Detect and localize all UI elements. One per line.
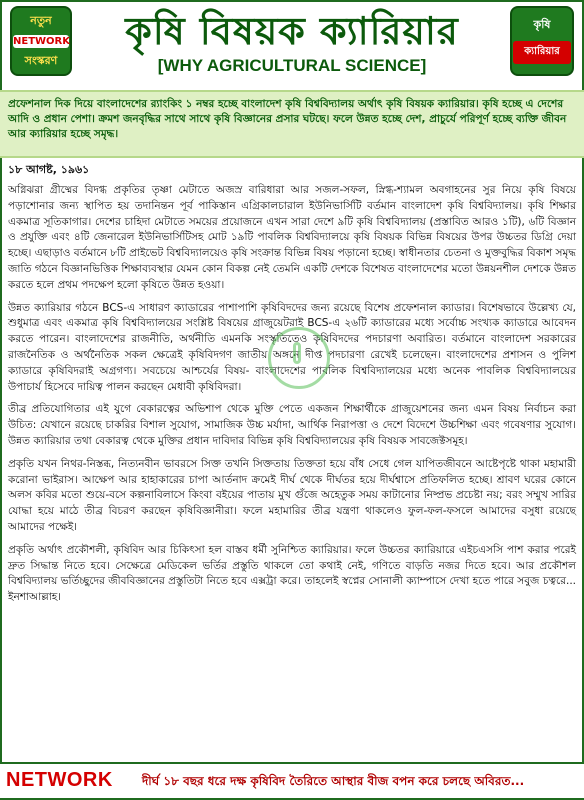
footer-slogan: দীর্ঘ ১৮ বছর ধরে দক্ষ কৃষিবিদ তৈরিতে আস্থার বীজ বপন করে চলছে অবিরত...: [142, 774, 525, 788]
intro-box: [0, 90, 584, 158]
agri-career-badge: [510, 6, 574, 76]
article-body: [8, 183, 576, 613]
paragraph-5: প্রকৃতি অর্থাৎ প্রকৌশলী, কৃষিবিদ আর চিকিৎসা হল বাস্তব ধর্মী সুনিশ্চিত ক্যারিয়ার। ফলে উচ্চতর ক্যারিয়ারে এইচএসসি পাশ করার পরেই দ্রুত সিদ্ধান্ত নিতে হবে। সেক্ষেত্রে মেডিকেল ভর্তির প্রস্তুতি থাকলে তো কথাই নেই, গণিতে বাড়তি নজর দিতে হবে। আর প্রকৌশল বিশ্ববিদ্যালয় ভর্তিচ্ছুদের জীববিজ্ঞানের প্রস্তুতিটা নিতে হবে এক্সট্রা করে। তাহলেই স্বপ্নের সোনালী ক্যাম্পাসে দেখা হতে পারে সবুজ চত্বরে... ইনশাআল্লাহ।: [8, 543, 576, 604]
badge-brand-text: NETWORK: [13, 36, 71, 47]
paragraph-1: অগ্নিঝরা গ্রীষ্মের বিদগ্ধ প্রকৃতির তৃষ্ণা মেটাতে অজস্র বারিধারা আর সজল-সফল, স্নিগ্ধ-শ্যামল অবগাহনের সুর নিয়ে কৃষি বিষয়ে পড়াশোনার জন্য স্থাপিত হয় তদানিন্তন পূর্ব পাকিস্তান এগ্রিকালচারাল ইউনিভার্সিটি বর্তমান বাংলাদেশ কৃষি বিশ্ববিদ্যালয়। কৃষি শিক্ষার একমাত্র সূতিকাগার। দেশের চাহিদা মেটাতে সময়ের প্রয়োজনে এখন সারা দেশে ৯টি কৃষি বিশ্ববিদ্যালয় (প্রস্তাবিত আরও ১টি), ৬টি বিজ্ঞান ও প্রযুক্তি এবং ৪টি জেনারেল ইউনিভার্সিটিসহ মোট ১৯টি পাবলিক বিশ্ববিদ্যালয়ে কৃষি বিষয়ক বিভিন্ন বিষয়ের উপর উচ্চতর ডিগ্রি দেয়া হচ্ছে। এছাড়াও বর্তমানে ৮টি প্রাইভেট বিশ্ববিদ্যালয়েও কৃষি সংক্রান্ত বিভিন্ন বিষয় পড়ানো হচ্ছে। স্বাধীনতার চেতনা ও মুক্তবুদ্ধির বিকাশ সমৃদ্ধ জাতি গঠনে বিজ্ঞানভিত্তিক শিক্ষাব্যবস্থার যেমন কোন বিকল্প নেই তেমনি একটি দেশকে বিশেষত বাংলাদেশের মতো উন্নয়নশীল দেশকে উন্নত করতে হলে প্রথম পদক্ষেপ হলো কৃষিতে উন্নত হওয়া।: [8, 184, 577, 291]
page-subtitle: [WHY AGRICULTURAL SCIENCE]: [157, 56, 427, 75]
footer-brand-logo: NETWORK: [6, 769, 113, 791]
paragraph-3: তীব্র প্রতিযোগিতার এই যুগে বেকারত্বের অভিশাপ থেকে মুক্তি পেতে একজন শিক্ষার্থীকে গ্রাজুয়েশনের জন্য এমন বিষয় নির্বাচন করা উচিত: যেখানে রয়েছে চাকরির বিশাল সুযোগ, সামাজিক উচ্চ মর্যাদা, আর্থিক নিরাপত্তা ও দেশে বিদেশে উচ্চশিক্ষা এবং গবেষণার সুযোগ। উন্নত ক্যারিয়ার তথা বেকারত্ব থেকে মুক্তির প্রধান দাবিদার বিভিন্ন কৃষি বিশ্ববিদ্যালয়ের কৃষি বিষয়ক সাবজেক্টসমূহ।: [8, 403, 576, 447]
paragraph-4: প্রকৃতি যখন নিথর-নিস্তব্ধ, নিত্যনবীন ভাবরসে সিক্ত তখনি সিক্ততায় তিক্ততা হয়ে বাঁধ সেধে গেল যাপিতজীবনে আষ্টেপৃষ্টে থাকা মহামারী করোনা ভাইরাস। আক্ষেপ আর হাহাকারের চাপা আর্তনাদ ক্রমেই দীর্ঘ থেকে দীর্ঘতর হয়ে দীর্ঘশ্বাসে প্রতিফলিত হচ্ছে। শ্রাবণ ঘরের কোনে অলস কবির মতো শুয়ে-বসে কল্পনাবিলাসে কিংবা বইয়ের পাতায় মুখ গুঁজে অহেতুক সময় কাটানোর নিষ্প্রভ প্রচেষ্টা নয়; বরং সম্মুখ সারির যোদ্ধা হয়ে মাঠে তীব্র বিচরণ করছেন কৃষিবিজ্ঞানীরা। ফলে মহামারির তীব্র যন্ত্রণা থাকলেও ফুল-ফল-ফসলে আমাদের বসুধা রয়েছে আমাদের পক্ষেই।: [8, 457, 576, 533]
badge-top-text: নতুন: [30, 14, 52, 27]
badge-bottom-text: সংস্করণ: [24, 54, 58, 67]
badge-right-bottom-text: ক্যারিয়ার: [513, 41, 571, 64]
watermark-logo: [268, 327, 330, 389]
network-edition-badge: [10, 6, 72, 76]
page-title: কৃষি বিষয়ক ক্যারিয়ার: [125, 9, 459, 53]
footer: [0, 762, 584, 798]
date-line: ১৮ আগষ্ট, ১৯৬১: [8, 163, 90, 176]
badge-right-top-text: কৃষি: [533, 18, 551, 31]
intro-text: প্রফেশনাল দিক দিয়ে বাংলাদেশের র‍্যাংকিং ১ নম্বর হচ্ছে বাংলাদেশ কৃষি বিশ্ববিদ্যালয় অর্থাৎ কৃষি বিষয়ক ক্যারিয়ার। কৃষি হচ্ছে এ দেশের আদি ও প্রধান পেশা। ক্রমশ জনবৃদ্ধির সাথে সাথে কৃষি বিজ্ঞানের প্রসার ঘটছে। ফলে উন্নত হচ্ছে দেশ, প্রাচুর্যে পরিপূর্ণ হচ্ছে ব্যক্তি জীবন আর ক্যারিয়ার হচ্ছে সমৃদ্ধ।: [8, 98, 567, 140]
paragraph-2: উন্নত ক্যারিয়ার গঠনে BCS-এ সাধারণ ক্যাডারের পাশাপাশি কৃষিবিদদের জন্য রয়েছে বিশেষ প্রফেশনাল ক্যাডার। বিশেষভাবে উল্লেখ্য যে, শুধুমাত্র এবং একমাত্র কৃষি বিশ্ববিদ্যালয়ের সংশ্লিষ্ট বিষয়ের গ্রাজুয়েটরাই BCS-এ ২৬টি ক্যাডারের মধ্যে সর্বোচ্চ সংখ্যক ক্যাডারে আবেদন করতে পারেন। বাংলাদেশের রাজনীতি, অর্থনীতি এমনকি সংস্কৃতিতেও কৃষিবিদদের পদচারণা অবারিত। বর্তমানে বাংলাদেশ সরকারের রাজনৈতিক ও অর্থনৈতিক সকল ক্ষেত্রেই কৃষিবিদগণ জাতীয় অঙ্গনে দীপ্ত পদচারণা রেখেই চলেছেন। বাংলাদেশের প্রশাসন ও পুলিশ ক্যাডারে কৃষিবিদরাই অগ্রগণ্য। সবচেয়ে আশ্চর্যের বিষয়- বাংলাদেশের পাবলিক বিশ্ববিদ্যালয়ের মধ্যে অনেক পাবলিক বিশ্ববিদ্যালয়ের উপাচার্য হিসেবে দায়িত্ব পালন করছেন মেধাবী কৃষিবিদরা।: [8, 301, 576, 393]
header: [0, 0, 584, 88]
